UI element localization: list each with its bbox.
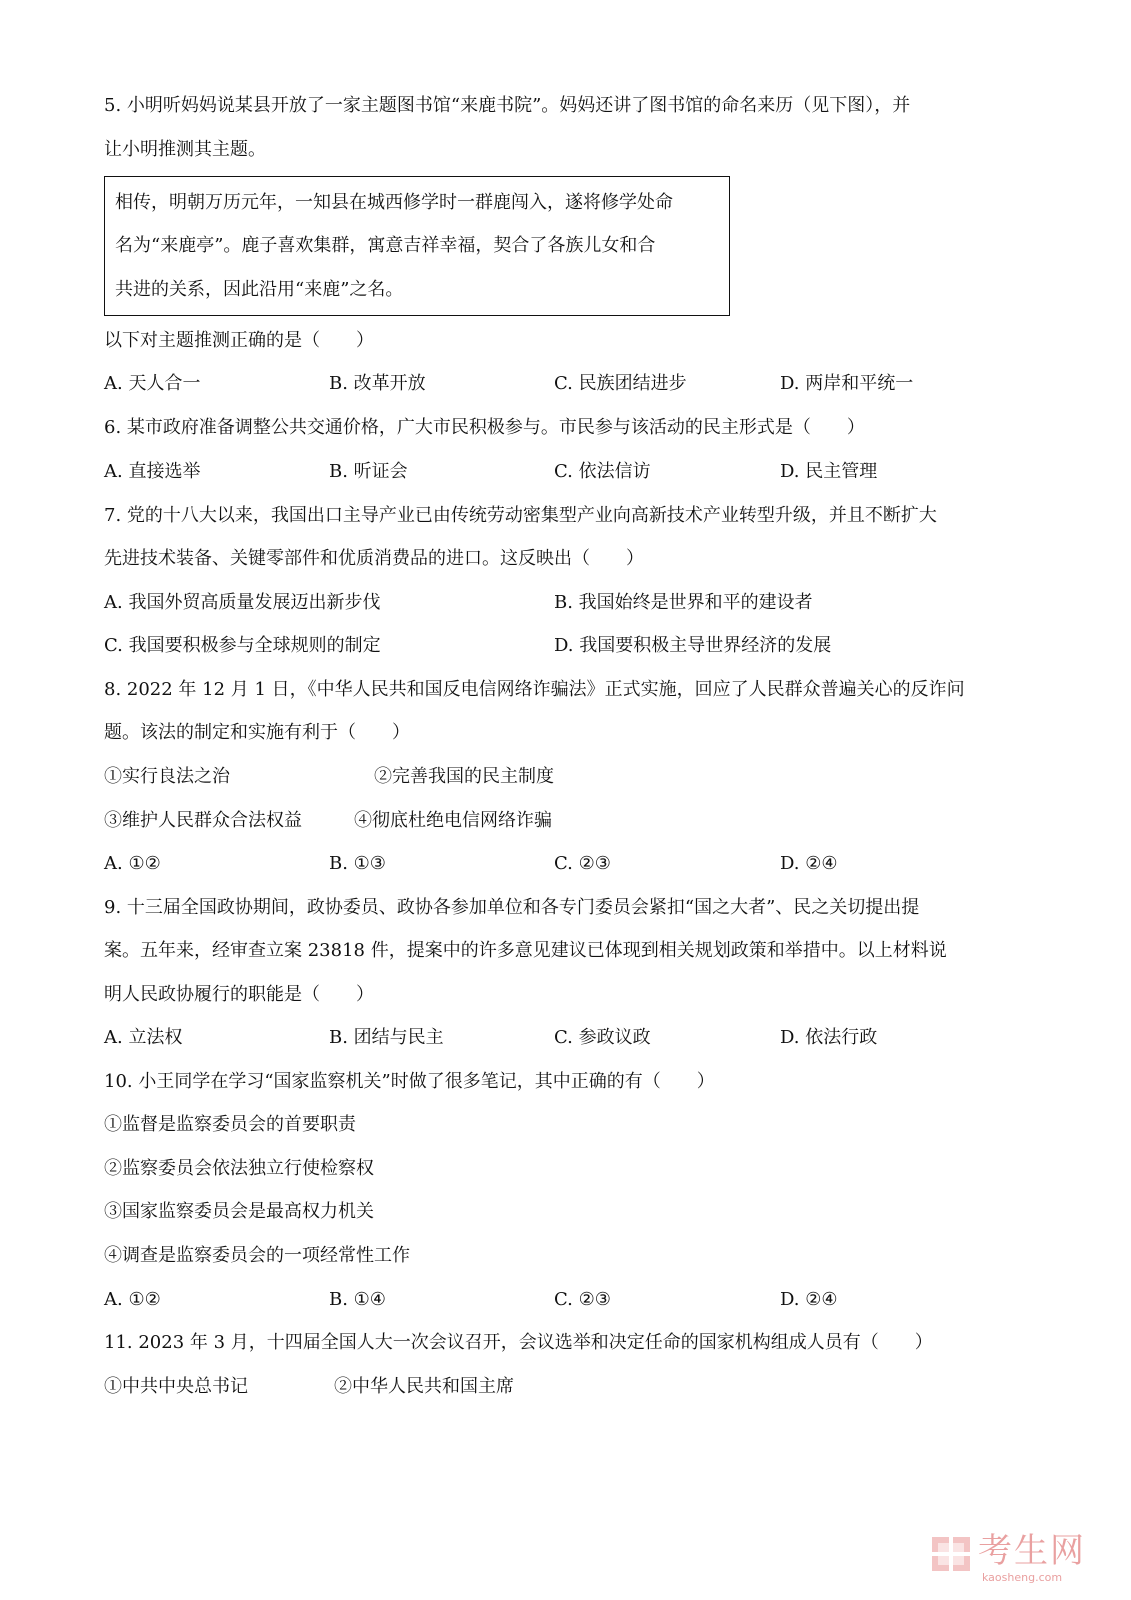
q9-line-1: 9. 十三届全国政协期间，政协委员、政协各参加单位和各专门委员会紧扣“国之大者”、民之关切提出提: [104, 897, 920, 918]
q7-option-a[interactable]: A. 我国外贸高质量发展迈出新步伐: [104, 592, 381, 613]
q7-option-b[interactable]: B. 我国始终是世界和平的建设者: [554, 592, 813, 613]
q6-option-a[interactable]: A. 直接选举: [104, 461, 201, 482]
q5-option-a[interactable]: A. 天人合一: [104, 373, 201, 394]
q8-item-2: ②完善我国的民主制度: [374, 766, 554, 787]
q5-option-b[interactable]: B. 改革开放: [329, 373, 426, 394]
q10-option-a[interactable]: A. ①②: [104, 1289, 161, 1310]
q5-option-d[interactable]: D. 两岸和平统一: [780, 373, 914, 394]
q10-option-b[interactable]: B. ①④: [329, 1289, 386, 1310]
q9-option-d[interactable]: D. 依法行政: [780, 1027, 878, 1048]
q6-option-d[interactable]: D. 民主管理: [780, 461, 878, 482]
q8-item-4: ④彻底杜绝电信网络诈骗: [354, 810, 552, 831]
q7-line-2: 先进技术装备、关键零部件和优质消费品的进口。这反映出（ ）: [104, 548, 644, 569]
q6-option-c[interactable]: C. 依法信访: [554, 461, 651, 482]
q5-material-box: [104, 176, 730, 316]
q8-item-1: ①实行良法之治: [104, 766, 230, 787]
q10-item-4: ④调查是监察委员会的一项经常性工作: [104, 1245, 410, 1266]
q5-material-line-1: 相传，明朝万历元年，一知县在城西修学时一群鹿闯入，遂将修学处命: [115, 192, 673, 213]
q5-line-1: 5. 小明听妈妈说某县开放了一家主题图书馆“来鹿书院”。妈妈还讲了图书馆的命名来历（见下图），并: [104, 95, 911, 116]
q10-option-d[interactable]: D. ②④: [780, 1289, 838, 1310]
q5-line-2: 让小明推测其主题。: [104, 139, 266, 160]
q9-option-b[interactable]: B. 团结与民主: [329, 1027, 444, 1048]
q8-item-3: ③维护人民群众合法权益: [104, 810, 302, 831]
q5-stem: 以下对主题推测正确的是（ ）: [104, 330, 374, 351]
q8-option-d[interactable]: D. ②④: [780, 853, 838, 874]
q10-item-3: ③国家监察委员会是最高权力机关: [104, 1201, 374, 1222]
q7-option-c[interactable]: C. 我国要积极参与全球规则的制定: [104, 635, 381, 656]
watermark-url: kaosheng.com: [982, 1571, 1063, 1584]
q7-line-1: 7. 党的十八大以来，我国出口主导产业已由传统劳动密集型产业向高新技术产业转型升级，并且不断扩大: [104, 505, 937, 526]
q8-option-b[interactable]: B. ①③: [329, 853, 386, 874]
q11-item-1: ①中共中央总书记: [104, 1376, 248, 1397]
q8-line-1: 8. 2022 年 12 月 1 日，《中华人民共和国反电信网络诈骗法》正式实施，回应了人民群众普遍关心的反诈问: [104, 679, 965, 700]
q6-option-b[interactable]: B. 听证会: [329, 461, 408, 482]
q7-option-d[interactable]: D. 我国要积极主导世界经济的发展: [554, 635, 832, 656]
q9-line-3: 明人民政协履行的职能是（ ）: [104, 984, 374, 1005]
q5-option-c[interactable]: C. 民族团结进步: [554, 373, 687, 394]
q8-option-a[interactable]: A. ①②: [104, 853, 161, 874]
watermark: [930, 1533, 1100, 1589]
q10-option-c[interactable]: C. ②③: [554, 1289, 611, 1310]
watermark-logo-icon: [930, 1533, 972, 1575]
q5-material-line-2: 名为“来鹿亭”。鹿子喜欢集群，寓意吉祥幸福，契合了各族儿女和合: [115, 235, 656, 256]
q11-item-2: ②中华人民共和国主席: [334, 1376, 514, 1397]
q6-line-1: 6. 某市政府准备调整公共交通价格，广大市民积极参与。市民参与该活动的民主形式是（ ）: [104, 417, 865, 438]
q8-line-2: 题。该法的制定和实施有利于（ ）: [104, 722, 410, 743]
q9-option-c[interactable]: C. 参政议政: [554, 1027, 651, 1048]
q10-item-2: ②监察委员会依法独立行使检察权: [104, 1158, 374, 1179]
watermark-text: 考生网: [978, 1531, 1086, 1571]
q8-option-c[interactable]: C. ②③: [554, 853, 611, 874]
q5-material-line-3: 共进的关系，因此沿用“来鹿”之名。: [115, 279, 404, 300]
q9-option-a[interactable]: A. 立法权: [104, 1027, 183, 1048]
q10-line-1: 10. 小王同学在学习“国家监察机关”时做了很多笔记，其中正确的有（ ）: [104, 1071, 715, 1092]
q10-item-1: ①监督是监察委员会的首要职责: [104, 1114, 356, 1135]
q11-line-1: 11. 2023 年 3 月，十四届全国人大一次会议召开，会议选举和决定任命的国家机构组成人员有（ ）: [104, 1332, 933, 1353]
q9-line-2: 案。五年来，经审查立案 23818 件，提案中的许多意见建议已体现到相关规划政策和举措中。以上材料说: [104, 940, 947, 961]
